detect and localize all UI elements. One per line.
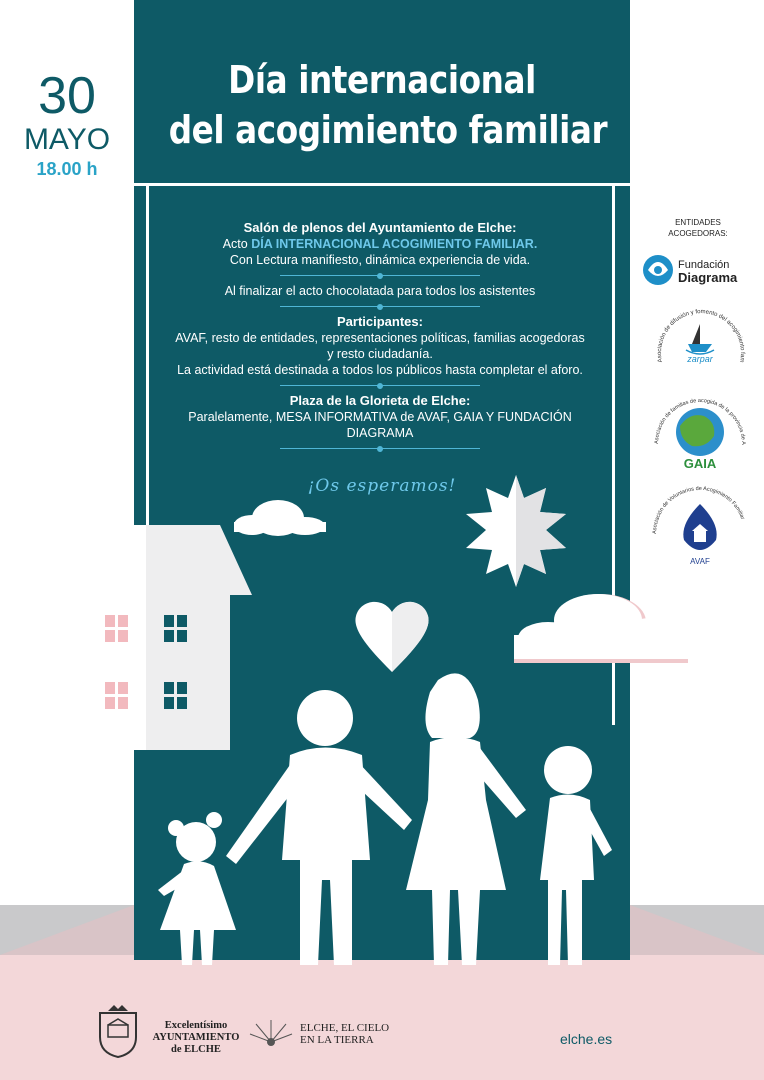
ayuntamiento-name — [146, 1020, 246, 1056]
house-icon — [40, 525, 252, 750]
frame-top-line — [134, 183, 630, 186]
ayuntamiento-crest-icon — [94, 1003, 142, 1059]
heart-icon — [355, 602, 428, 672]
act-description: Con Lectura manifiesto, dinámica experiencia de vida. — [229, 253, 531, 267]
zarpar-logo — [652, 300, 748, 382]
participants-line-2: y resto ciudadanía. — [327, 347, 433, 361]
separator — [280, 275, 480, 276]
zarpar-arc-text: Asociación de difusión y fomento del acogimiento fam — [656, 309, 746, 363]
cielo-sun-icon — [246, 1016, 296, 1046]
title-line-2: del acogimiento familiar — [168, 108, 608, 152]
entities-label-line-1: ENTIDADES — [675, 218, 721, 227]
ayto-line-3: de ELCHE — [171, 1044, 221, 1055]
title-line-1: Día internacional — [228, 58, 536, 102]
chocolatada-line: Al finalizar el acto chocolatada para todos los asistentes — [224, 284, 536, 298]
separator — [280, 448, 480, 449]
date-month: MAYO — [23, 123, 111, 156]
zarpar-name: zarpar — [687, 354, 713, 364]
sun-icon — [466, 475, 566, 587]
glorieta-line-2: DIAGRAMA — [346, 426, 414, 440]
act-highlight: DÍA INTERNACIONAL ACOGIMIENTO FAMILIAR. — [251, 237, 538, 251]
date-time: 18.00 h — [36, 159, 98, 179]
act-prefix: Acto — [222, 237, 248, 251]
event-info — [150, 220, 610, 456]
venue-heading: Salón de plenos del Ayuntamiento de Elche: — [243, 220, 517, 235]
website-link[interactable]: elche.es — [560, 1031, 613, 1047]
ayto-line-1: Excelentísimo — [164, 1020, 228, 1031]
participants-line-3: La actividad está destinada a todos los públicos hasta completar el aforo. — [177, 363, 583, 377]
cielo-line-2: EN LA TIERRA — [300, 1034, 374, 1046]
diagrama-line-1: Fundación — [678, 259, 730, 271]
avaf-logo — [650, 484, 750, 574]
participants-line-1: AVAF, resto de entidades, representaciones políticas, familias acogedoras — [175, 331, 585, 345]
avaf-name: AVAF — [690, 557, 710, 566]
fundacion-diagrama-logo — [640, 248, 760, 292]
cielo-tagline — [300, 1022, 389, 1046]
gaia-logo — [650, 392, 750, 474]
ayto-line-2: AYUNTAMIENTO — [152, 1032, 240, 1043]
glorieta-heading: Plaza de la Glorieta de Elche: — [289, 393, 471, 408]
separator — [280, 306, 480, 307]
gaia-arc-text: Asociación de familias de acogida de la provincia de A — [653, 397, 747, 445]
avaf-arc-text: Asociación de Voluntarios de Acogimiento Familiar — [651, 485, 746, 535]
cloud-icon — [514, 594, 688, 663]
closing-message: ¡Os esperamos! — [307, 476, 457, 496]
gaia-name: GAIA — [683, 456, 717, 471]
entities-label — [640, 217, 756, 239]
entities-label-line-2: ACOGEDORAS: — [668, 229, 728, 238]
glorieta-line-1: Paralelamente, MESA INFORMATIVA de AVAF, GAIA Y FUNDACIÓN — [188, 410, 572, 424]
cielo-line-1: ELCHE, EL CIELO — [300, 1022, 390, 1034]
event-date — [0, 68, 134, 182]
participants-heading: Participantes: — [337, 314, 423, 329]
event-title — [134, 55, 630, 155]
act-line — [150, 236, 610, 252]
diagrama-line-2: Diagrama — [678, 270, 738, 285]
cloud-icon — [234, 500, 326, 536]
separator — [280, 385, 480, 386]
date-day: 30 — [38, 67, 96, 125]
